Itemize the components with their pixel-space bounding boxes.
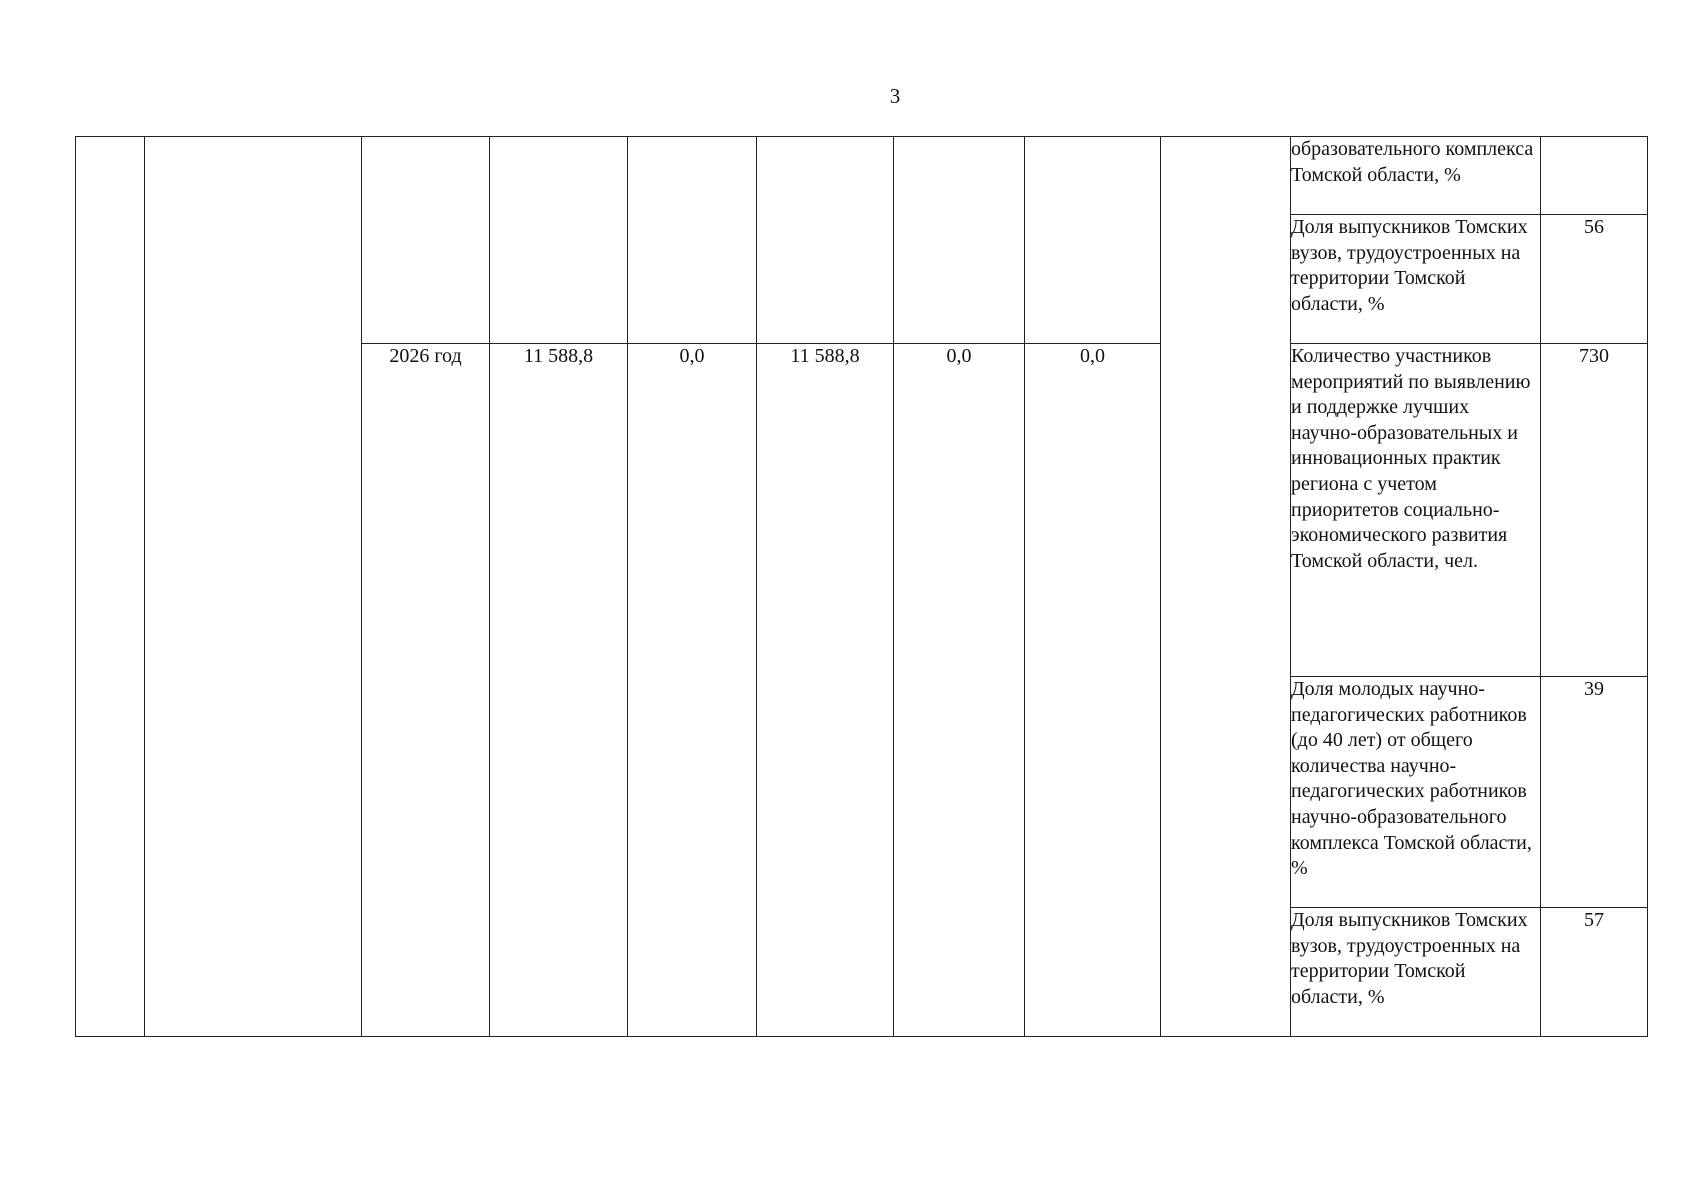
indicator-cell: Доля выпускников Томских вузов, трудоустроенных на территории Томской области, % <box>1291 215 1541 344</box>
local-budget-cell: 0,0 <box>894 344 1025 1037</box>
executor-cell <box>1161 137 1291 1037</box>
regional-budget-cell <box>757 137 894 344</box>
year-cell <box>362 137 490 344</box>
indicator-cell: Доля выпускников Томских вузов, трудоустроенных на территории Томской области, % <box>1291 908 1541 1037</box>
regional-budget-cell: 11 588,8 <box>757 344 894 1037</box>
other-sources-cell <box>1025 137 1161 344</box>
page-number: 3 <box>889 84 901 108</box>
name-cell <box>145 137 362 1037</box>
indicator-cell: Доля молодых научно-педагогических работников (до 40 лет) от общего количества научно-педагогических работников научно-образовательного комплекса Томской области, % <box>1291 677 1541 908</box>
program-table <box>75 136 1648 1037</box>
indicator-cell: Количество участников мероприятий по выявлению и поддержке лучших научно-образовательных и инновационных практик региона с учетом приоритетов социально-экономического развития Томской области, чел. <box>1291 344 1541 677</box>
indicator-cell: образовательного комплекса Томской области, % <box>1291 137 1541 215</box>
table-row <box>76 137 1648 215</box>
indicator-value-cell: 730 <box>1541 344 1648 677</box>
local-budget-cell <box>894 137 1025 344</box>
year-cell: 2026 год <box>362 344 490 1037</box>
indicator-value-cell: 39 <box>1541 677 1648 908</box>
total-cell: 11 588,8 <box>490 344 628 1037</box>
number-cell <box>76 137 145 1037</box>
indicator-value-cell: 56 <box>1541 215 1648 344</box>
total-cell <box>490 137 628 344</box>
indicator-value-cell <box>1541 137 1648 215</box>
indicator-value-cell: 57 <box>1541 908 1648 1037</box>
federal-budget-cell <box>628 137 757 344</box>
federal-budget-cell: 0,0 <box>628 344 757 1037</box>
other-sources-cell: 0,0 <box>1025 344 1161 1037</box>
